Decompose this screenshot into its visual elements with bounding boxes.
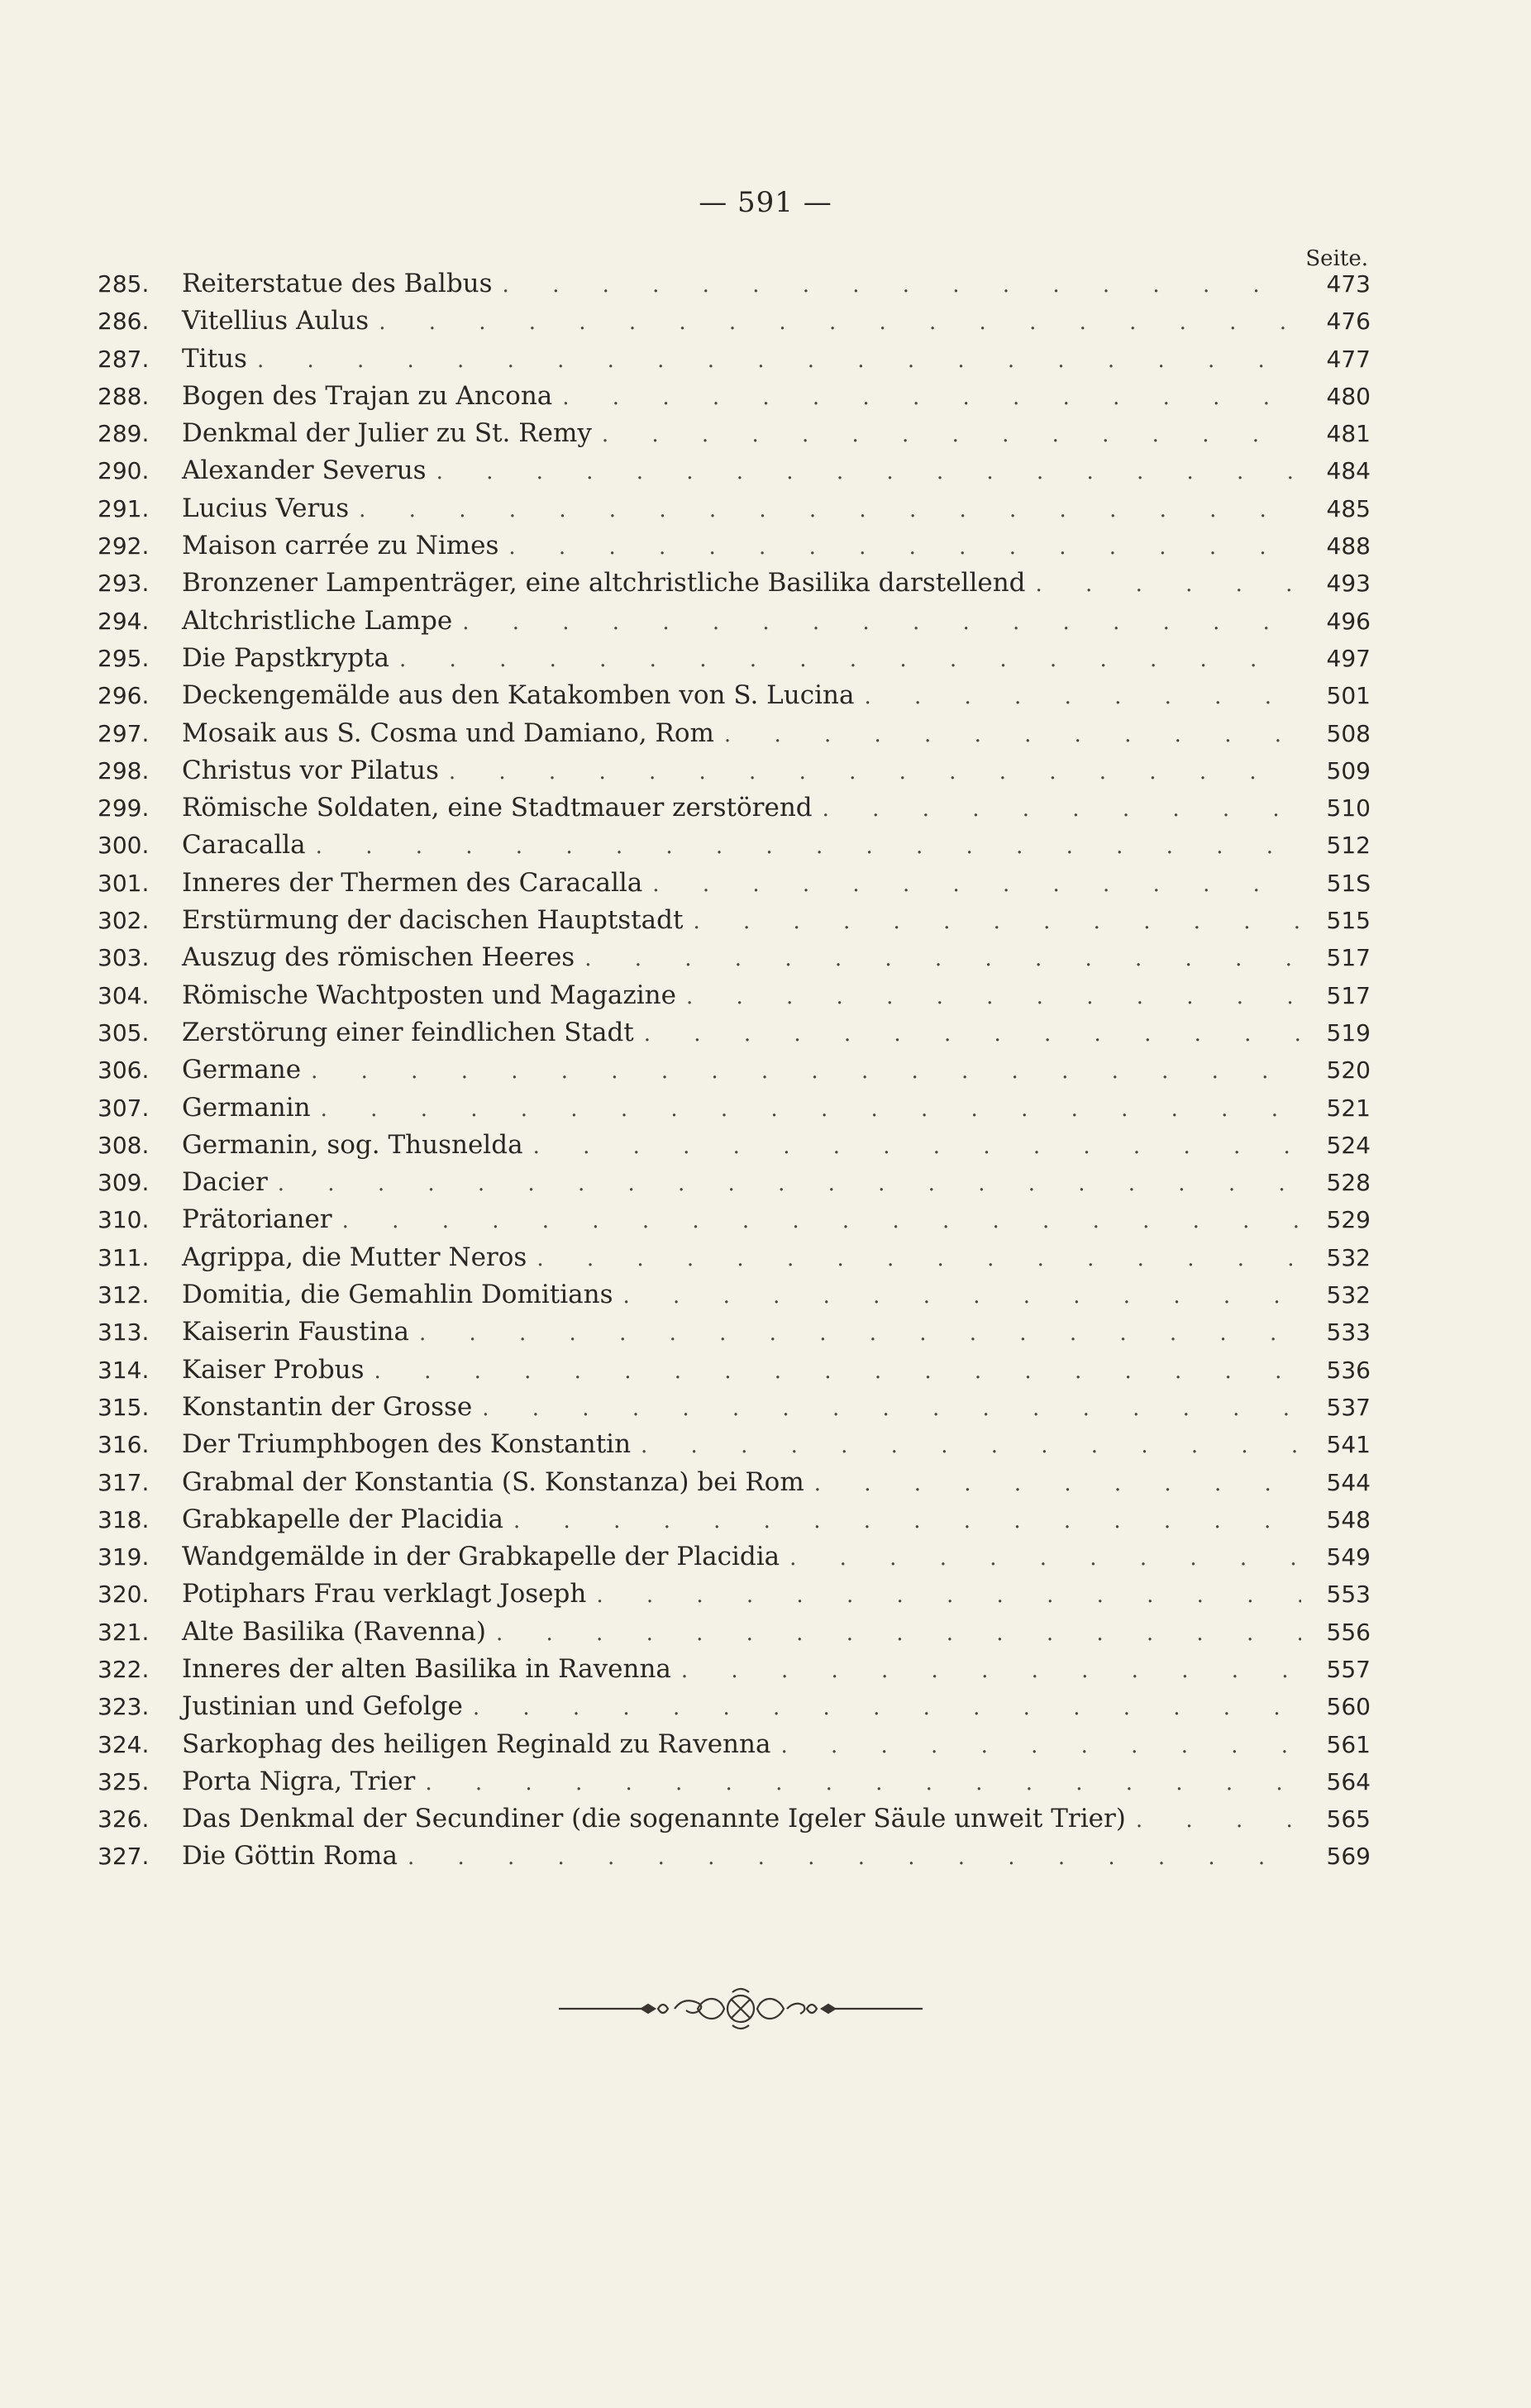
entry-title: Grabmal der Konstantia (S. Konstanza) bei Rom xyxy=(182,1466,804,1497)
list-item xyxy=(98,1729,1371,1767)
entry-number: 304. xyxy=(98,981,150,1009)
dot-leader xyxy=(449,760,1301,784)
dot-leader xyxy=(584,947,1301,971)
entry-title: Das Denkmal der Secundiner (die sogenannte Igeler Säule unweit Trier) xyxy=(182,1804,1126,1834)
entry-page: 473 xyxy=(1326,270,1371,298)
entry-number: 317. xyxy=(98,1468,150,1496)
dot-leader xyxy=(823,797,1301,822)
list-item xyxy=(98,1841,1371,1878)
entry-title: Inneres der alten Basilika in Ravenna xyxy=(182,1653,671,1684)
entry-page: 480 xyxy=(1326,382,1371,410)
dot-leader xyxy=(1136,1808,1301,1833)
dot-leader xyxy=(537,1247,1301,1271)
dot-leader xyxy=(408,1845,1301,1870)
entry-page: 485 xyxy=(1326,494,1371,522)
list-item xyxy=(98,1167,1371,1204)
entry-page: 564 xyxy=(1326,1767,1371,1795)
dot-leader xyxy=(278,1171,1301,1196)
entry-page: 51S xyxy=(1326,869,1371,897)
dot-leader xyxy=(596,1583,1301,1608)
list-item xyxy=(98,1654,1371,1691)
entry-page: 541 xyxy=(1326,1431,1371,1459)
entry-page: 549 xyxy=(1326,1543,1371,1571)
entry-number: 321. xyxy=(98,1618,150,1646)
dot-leader xyxy=(359,498,1301,522)
entry-number: 298. xyxy=(98,756,150,784)
list-item xyxy=(98,1317,1371,1354)
dot-leader xyxy=(623,1284,1301,1309)
entry-number: 306. xyxy=(98,1056,150,1085)
entry-page: 496 xyxy=(1326,607,1371,635)
entry-page: 536 xyxy=(1326,1356,1371,1384)
list-item xyxy=(98,1018,1371,1055)
list-item xyxy=(98,269,1371,306)
entry-number: 319. xyxy=(98,1543,150,1571)
entry-page: 524 xyxy=(1326,1131,1371,1159)
entry-title: Kaiserin Faustina xyxy=(182,1317,409,1347)
dot-leader xyxy=(693,909,1301,934)
entry-number: 293. xyxy=(98,570,150,598)
list-item xyxy=(98,1542,1371,1579)
entry-title: Sarkophag des heiligen Reginald zu Ravenna xyxy=(182,1729,771,1759)
entry-number: 316. xyxy=(98,1431,150,1459)
dot-leader xyxy=(425,1771,1301,1795)
entry-page: 517 xyxy=(1326,981,1371,1009)
dot-leader xyxy=(316,834,1301,859)
entry-page: 519 xyxy=(1326,1018,1371,1047)
entry-title: Wandgemälde in der Grabkapelle der Placidia xyxy=(182,1542,780,1572)
entry-page: 565 xyxy=(1326,1805,1371,1833)
dot-leader xyxy=(257,348,1301,373)
entry-page: 476 xyxy=(1326,308,1371,336)
illustration-list xyxy=(98,269,1371,1879)
list-item xyxy=(98,1429,1371,1466)
list-item xyxy=(98,980,1371,1018)
entry-page: 510 xyxy=(1326,794,1371,823)
entry-title: Der Triumphbogen des Konstantin xyxy=(182,1429,632,1460)
entry-number: 290. xyxy=(98,457,150,485)
entry-page: 515 xyxy=(1326,907,1371,935)
entry-number: 310. xyxy=(98,1206,150,1234)
entry-title: Bronzener Lampenträger, eine altchristliche Basilika darstellend xyxy=(182,568,1026,598)
entry-title: Alexander Severus xyxy=(182,455,427,486)
entry-number: 313. xyxy=(98,1318,150,1347)
list-item xyxy=(98,1617,1371,1654)
dot-leader xyxy=(602,422,1301,447)
entry-title: Agrippa, die Mutter Neros xyxy=(182,1242,527,1272)
entry-page: 509 xyxy=(1326,756,1371,784)
list-item xyxy=(98,1504,1371,1542)
entry-title: Die Papstkrypta xyxy=(182,642,390,673)
list-item xyxy=(98,1130,1371,1167)
list-item xyxy=(98,381,1371,418)
entry-title: Erstürmung der dacischen Hauptstadt xyxy=(182,905,684,936)
list-item xyxy=(98,531,1371,568)
dot-leader xyxy=(562,385,1301,410)
entry-title: Dacier xyxy=(182,1167,268,1198)
entry-page: 557 xyxy=(1326,1655,1371,1683)
entry-title: Maison carrée zu Nimes xyxy=(182,531,499,561)
entry-title: Konstantin der Grosse xyxy=(182,1391,473,1422)
dot-leader xyxy=(789,1546,1301,1571)
list-item xyxy=(98,418,1371,455)
entry-title: Germanin, sog. Thusnelda xyxy=(182,1129,523,1160)
list-item xyxy=(98,1392,1371,1429)
page-column-label: Seite. xyxy=(1305,246,1368,271)
dot-leader xyxy=(374,1359,1301,1384)
entry-title: Denkmal der Julier zu St. Remy xyxy=(182,418,592,449)
entry-page: 532 xyxy=(1326,1243,1371,1271)
list-item xyxy=(98,905,1371,942)
list-item xyxy=(98,1691,1371,1729)
entry-number: 295. xyxy=(98,644,150,672)
entry-number: 289. xyxy=(98,420,150,448)
entry-page: 493 xyxy=(1326,570,1371,598)
entry-page: 517 xyxy=(1326,944,1371,972)
list-item xyxy=(98,568,1371,605)
list-item xyxy=(98,868,1371,905)
list-item xyxy=(98,606,1371,643)
entry-title: Römische Wachtposten und Magazine xyxy=(182,980,676,1010)
entry-number: 287. xyxy=(98,345,150,373)
dot-leader xyxy=(399,647,1301,672)
list-item xyxy=(98,1093,1371,1130)
list-item xyxy=(98,1055,1371,1092)
entry-title: Germanin xyxy=(182,1092,311,1123)
list-item xyxy=(98,306,1371,343)
entry-number: 299. xyxy=(98,794,150,823)
printers-ornament-icon xyxy=(559,1984,923,2034)
dot-leader xyxy=(503,273,1301,298)
dot-leader xyxy=(321,1097,1301,1122)
dot-leader xyxy=(641,1433,1301,1458)
entry-number: 309. xyxy=(98,1169,150,1197)
entry-title: Germane xyxy=(182,1055,302,1085)
dot-leader xyxy=(780,1733,1301,1758)
list-item xyxy=(98,643,1371,680)
entry-title: Altchristliche Lampe xyxy=(182,605,453,636)
entry-title: Caracalla xyxy=(182,830,306,861)
dot-leader xyxy=(644,1022,1301,1047)
list-item xyxy=(98,1579,1371,1616)
dot-leader xyxy=(864,684,1301,709)
list-item xyxy=(98,1280,1371,1317)
entry-title: Vitellius Aulus xyxy=(182,306,370,336)
dot-leader xyxy=(462,610,1301,635)
list-item xyxy=(98,1204,1371,1242)
entry-page: 477 xyxy=(1326,345,1371,373)
entry-page: 544 xyxy=(1326,1468,1371,1496)
entry-title: Mosaik aus S. Cosma und Damiano, Rom xyxy=(182,718,714,748)
dot-leader xyxy=(482,1396,1301,1421)
list-item xyxy=(98,1767,1371,1804)
entry-page: 560 xyxy=(1326,1693,1371,1721)
entry-number: 297. xyxy=(98,719,150,747)
entry-title: Domitia, die Gemahlin Domitians xyxy=(182,1280,613,1310)
list-item xyxy=(98,1355,1371,1392)
entry-title: Justinian und Gefolge xyxy=(182,1691,463,1722)
dot-leader xyxy=(1036,572,1301,597)
dot-leader xyxy=(342,1209,1301,1233)
entry-number: 296. xyxy=(98,682,150,710)
entry-title: Potiphars Frau verklagt Joseph xyxy=(182,1579,587,1609)
entry-title: Grabkapelle der Placidia xyxy=(182,1504,504,1534)
list-item xyxy=(98,1467,1371,1504)
entry-page: 537 xyxy=(1326,1393,1371,1421)
entry-number: 285. xyxy=(98,270,150,298)
entry-page: 569 xyxy=(1326,1843,1371,1871)
entry-title: Zerstörung einer feindlichen Stadt xyxy=(182,1017,634,1047)
list-item xyxy=(98,793,1371,830)
entry-title: Bogen des Trajan zu Ancona xyxy=(182,380,553,411)
dot-leader xyxy=(513,1509,1301,1533)
entry-number: 323. xyxy=(98,1693,150,1721)
entry-number: 314. xyxy=(98,1356,150,1384)
entry-page: 528 xyxy=(1326,1169,1371,1197)
entry-page: 484 xyxy=(1326,457,1371,485)
entry-title: Inneres der Thermen des Caracalla xyxy=(182,867,643,898)
list-item xyxy=(98,344,1371,381)
dot-leader xyxy=(311,1059,1301,1084)
entry-title: Reiterstatue des Balbus xyxy=(182,269,493,298)
entry-number: 292. xyxy=(98,532,150,560)
entry-number: 294. xyxy=(98,607,150,635)
entry-page: 501 xyxy=(1326,682,1371,710)
entry-number: 291. xyxy=(98,494,150,522)
entry-number: 305. xyxy=(98,1018,150,1047)
dot-leader xyxy=(436,460,1301,484)
page-number: — 591 — xyxy=(699,186,832,219)
list-item xyxy=(98,1242,1371,1280)
entry-page: 556 xyxy=(1326,1618,1371,1646)
dot-leader xyxy=(496,1621,1301,1646)
dot-leader xyxy=(686,985,1301,1009)
dot-leader xyxy=(379,310,1301,335)
dot-leader xyxy=(681,1658,1301,1683)
entry-page: 532 xyxy=(1326,1281,1371,1309)
entry-number: 301. xyxy=(98,869,150,897)
list-item xyxy=(98,756,1371,793)
list-item xyxy=(98,942,1371,980)
list-item xyxy=(98,455,1371,493)
entry-title: Kaiser Probus xyxy=(182,1354,365,1385)
list-item xyxy=(98,718,1371,756)
entry-title: Alte Basilika (Ravenna) xyxy=(182,1616,486,1647)
dot-leader xyxy=(724,722,1301,747)
entry-page: 533 xyxy=(1326,1318,1371,1347)
entry-number: 322. xyxy=(98,1655,150,1683)
entry-title: Christus vor Pilatus xyxy=(182,755,439,785)
entry-title: Prätorianer xyxy=(182,1204,332,1235)
entry-number: 311. xyxy=(98,1243,150,1271)
entry-number: 303. xyxy=(98,944,150,972)
dot-leader xyxy=(473,1695,1301,1720)
entry-title: Titus xyxy=(182,343,247,374)
entry-page: 548 xyxy=(1326,1505,1371,1533)
entry-page: 481 xyxy=(1326,420,1371,448)
entry-number: 315. xyxy=(98,1393,150,1421)
entry-number: 308. xyxy=(98,1131,150,1159)
entry-title: Auszug des römischen Heeres xyxy=(182,942,575,973)
entry-number: 324. xyxy=(98,1730,150,1758)
entry-title: Römische Soldaten, eine Stadtmauer zerstörend xyxy=(182,793,813,823)
entry-number: 302. xyxy=(98,907,150,935)
entry-page: 521 xyxy=(1326,1094,1371,1122)
entry-number: 318. xyxy=(98,1505,150,1533)
entry-number: 307. xyxy=(98,1094,150,1122)
entry-number: 288. xyxy=(98,382,150,410)
list-item xyxy=(98,680,1371,718)
entry-title: Die Göttin Roma xyxy=(182,1841,398,1872)
entry-title: Lucius Verus xyxy=(182,493,350,523)
entry-page: 529 xyxy=(1326,1206,1371,1234)
list-item xyxy=(98,1804,1371,1841)
entry-title: Deckengemälde aus den Katakomben von S. Lucina xyxy=(182,680,855,711)
entry-number: 300. xyxy=(98,832,150,860)
entry-page: 508 xyxy=(1326,719,1371,747)
entry-page: 561 xyxy=(1326,1730,1371,1758)
dot-leader xyxy=(533,1134,1301,1159)
dot-leader xyxy=(419,1321,1301,1346)
entry-title: Porta Nigra, Trier xyxy=(182,1766,416,1796)
dot-leader xyxy=(652,872,1301,897)
entry-number: 326. xyxy=(98,1805,150,1833)
entry-page: 497 xyxy=(1326,644,1371,672)
entry-page: 553 xyxy=(1326,1581,1371,1609)
dot-leader xyxy=(814,1471,1301,1496)
entry-number: 286. xyxy=(98,308,150,336)
entry-number: 327. xyxy=(98,1843,150,1871)
list-item xyxy=(98,830,1371,867)
entry-number: 325. xyxy=(98,1767,150,1795)
entry-number: 312. xyxy=(98,1281,150,1309)
list-item xyxy=(98,494,1371,531)
entry-page: 520 xyxy=(1326,1056,1371,1085)
entry-page: 488 xyxy=(1326,532,1371,560)
entry-number: 320. xyxy=(98,1581,150,1609)
entry-page: 512 xyxy=(1326,832,1371,860)
dot-leader xyxy=(508,535,1301,560)
